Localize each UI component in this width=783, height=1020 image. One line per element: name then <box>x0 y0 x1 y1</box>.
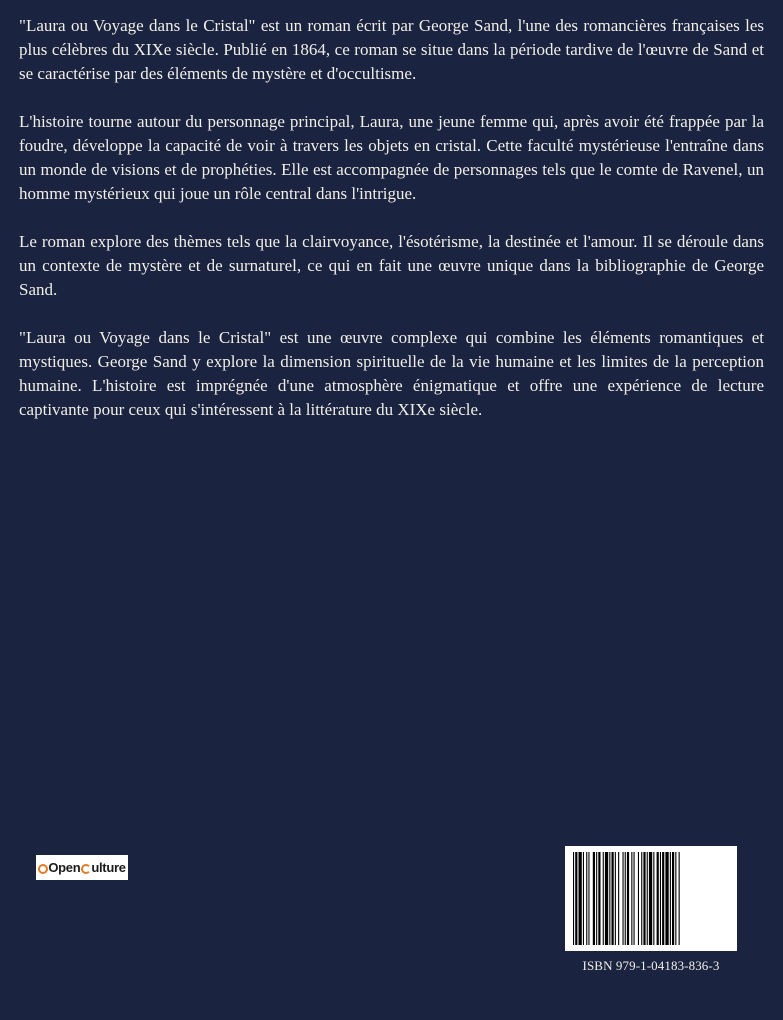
barcode-bar <box>638 852 639 945</box>
barcode-bar <box>593 852 595 945</box>
barcode-bar <box>588 852 589 945</box>
logo-c-mark <box>81 864 91 874</box>
barcode-bar <box>675 852 676 945</box>
barcode-bar <box>679 852 680 945</box>
barcode-bar <box>586 852 587 945</box>
barcode-bar <box>647 852 648 945</box>
barcode-bar <box>627 852 629 945</box>
barcode-bar <box>657 852 659 945</box>
barcode-bar <box>603 852 604 945</box>
barcode-bar <box>625 852 626 945</box>
barcode-bar <box>660 852 661 945</box>
barcode-bar <box>672 852 674 945</box>
logo-suffix: ulture <box>91 860 126 875</box>
barcode-bar <box>575 852 577 945</box>
barcode-bar <box>649 852 652 945</box>
barcode-icon <box>571 852 731 945</box>
barcode-bar <box>643 852 645 945</box>
logo-prefix: Open <box>48 860 81 875</box>
isbn-label: ISBN 979-1-04183-836-3 <box>582 958 720 973</box>
logo-o-mark <box>38 864 48 874</box>
description-paragraph: Le roman explore des thèmes tels que la clairvoyance, l'ésotérisme, la destinée et l'amour. Il se déroule dans un contexte de mystère et de surnaturel, ce qui en fait une œuvre unique dans la bibliographie de George Sand. <box>19 232 764 299</box>
barcode-bar <box>634 852 635 945</box>
description-paragraph: "Laura ou Voyage dans le Cristal" est un roman écrit par George Sand, l'une des romancières françaises les plus célèbres du XIXe siècle. Publié en 1864, ce roman se situe dans la période tardive de l'œuvre de Sand et se caractérise par des éléments de mystère et d'occultisme. <box>19 16 764 83</box>
barcode-bar <box>662 852 664 945</box>
barcode-bar <box>670 852 671 945</box>
description-paragraph: "Laura ou Voyage dans le Cristal" est une œuvre complexe qui combine les éléments romantiques et mystiques. George Sand y explore la dimension spirituelle de la vie humaine et les limites de la perception humaine. L'histoire est imprégnée d'une atmosphère énigmatique et offre une expérience de lecture captivante pour ceux qui s'intéressent à la littérature du XIXe siècle. <box>19 328 764 419</box>
barcode-bar <box>653 852 654 945</box>
barcode-bar <box>579 852 582 945</box>
barcode-bar <box>631 852 632 945</box>
barcode-bar <box>641 852 642 945</box>
barcode-bar <box>605 852 608 945</box>
barcode-bar <box>623 852 624 945</box>
barcode-bar <box>573 852 574 945</box>
barcode-bar <box>609 852 610 945</box>
barcode-bar <box>583 852 584 945</box>
barcode-bar <box>612 852 614 945</box>
description-paragraph: L'histoire tourne autour du personnage principal, Laura, une jeune femme qui, après avoir été frappée par la foudre, développe la capacité de voir à travers les objets en cristal. Cette faculté mystérieuse l'entraîne dans un monde de visions et de prophéties. Elle est accompagnée de personnages tels que le comte de Ravenel, un homme mystérieux qui joue un rôle central dans l'intrigue. <box>19 112 764 203</box>
barcode <box>565 846 737 951</box>
barcode-bar <box>665 852 668 945</box>
barcode-bar <box>618 852 619 945</box>
back-cover-description <box>19 14 764 446</box>
publisher-logo <box>36 855 128 880</box>
barcode-bar <box>596 852 597 945</box>
barcode-bar <box>598 852 600 945</box>
barcode-bar <box>615 852 616 945</box>
